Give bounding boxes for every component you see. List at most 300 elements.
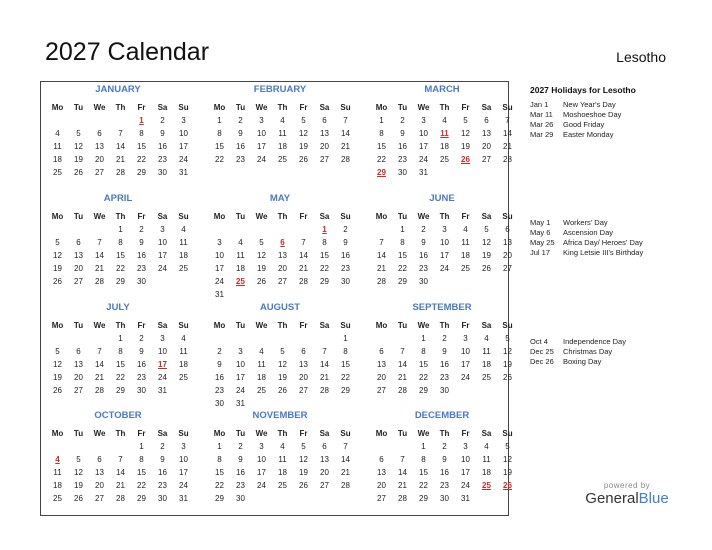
day-cell[interactable]: 2 bbox=[160, 116, 165, 125]
day-cell[interactable]: 11 bbox=[236, 251, 245, 260]
day-cell[interactable]: 11 bbox=[278, 129, 287, 138]
day-cell[interactable]: 2 bbox=[421, 225, 426, 234]
day-cell[interactable]: 5 bbox=[55, 347, 60, 356]
day-cell[interactable]: 28 bbox=[341, 155, 350, 164]
day-cell[interactable]: 26 bbox=[53, 386, 62, 395]
day-cell[interactable]: 29 bbox=[419, 494, 428, 503]
day-cell[interactable]: 12 bbox=[503, 347, 512, 356]
day-cell[interactable]: 23 bbox=[158, 155, 167, 164]
day-cell[interactable]: 18 bbox=[236, 264, 245, 273]
day-cell[interactable]: 12 bbox=[503, 455, 512, 464]
day-cell[interactable]: 6 bbox=[97, 129, 102, 138]
day-cell[interactable]: 14 bbox=[398, 468, 407, 477]
day-cell[interactable]: 18 bbox=[482, 360, 491, 369]
day-cell[interactable]: 15 bbox=[419, 468, 428, 477]
day-cell[interactable]: 22 bbox=[419, 373, 428, 382]
day-cell[interactable]: 15 bbox=[137, 142, 146, 151]
holiday-day[interactable]: 25 bbox=[482, 481, 491, 490]
day-cell[interactable]: 18 bbox=[278, 142, 287, 151]
day-cell[interactable]: 5 bbox=[259, 238, 264, 247]
day-cell[interactable]: 7 bbox=[97, 238, 102, 247]
day-cell[interactable]: 16 bbox=[440, 360, 449, 369]
holiday-day[interactable]: 29 bbox=[377, 168, 386, 177]
day-cell[interactable]: 9 bbox=[442, 455, 447, 464]
day-cell[interactable]: 13 bbox=[74, 251, 83, 260]
day-cell[interactable]: 23 bbox=[398, 155, 407, 164]
day-cell[interactable]: 4 bbox=[280, 442, 285, 451]
day-cell[interactable]: 21 bbox=[341, 142, 350, 151]
day-cell[interactable]: 31 bbox=[215, 290, 224, 299]
day-cell[interactable]: 3 bbox=[160, 225, 165, 234]
day-cell[interactable]: 4 bbox=[484, 334, 489, 343]
day-cell[interactable]: 12 bbox=[299, 129, 308, 138]
day-cell[interactable]: 19 bbox=[503, 468, 512, 477]
day-cell[interactable]: 27 bbox=[95, 494, 104, 503]
day-cell[interactable]: 26 bbox=[257, 277, 266, 286]
day-cell[interactable]: 1 bbox=[343, 334, 348, 343]
day-cell[interactable]: 23 bbox=[341, 264, 350, 273]
day-cell[interactable]: 18 bbox=[179, 251, 188, 260]
day-cell[interactable]: 30 bbox=[341, 277, 350, 286]
day-cell[interactable]: 4 bbox=[259, 347, 264, 356]
day-cell[interactable]: 14 bbox=[320, 360, 329, 369]
day-cell[interactable]: 12 bbox=[482, 238, 491, 247]
day-cell[interactable]: 17 bbox=[440, 251, 449, 260]
day-cell[interactable]: 15 bbox=[215, 142, 224, 151]
day-cell[interactable]: 2 bbox=[160, 442, 165, 451]
day-cell[interactable]: 12 bbox=[278, 360, 287, 369]
day-cell[interactable]: 25 bbox=[482, 373, 491, 382]
day-cell[interactable]: 2 bbox=[238, 116, 243, 125]
day-cell[interactable]: 23 bbox=[137, 373, 146, 382]
day-cell[interactable]: 20 bbox=[320, 142, 329, 151]
day-cell[interactable]: 2 bbox=[343, 225, 348, 234]
day-cell[interactable]: 22 bbox=[137, 481, 146, 490]
day-cell[interactable]: 15 bbox=[398, 251, 407, 260]
day-cell[interactable]: 12 bbox=[74, 468, 83, 477]
day-cell[interactable]: 26 bbox=[53, 277, 62, 286]
day-cell[interactable]: 29 bbox=[215, 494, 224, 503]
day-cell[interactable]: 10 bbox=[215, 251, 224, 260]
day-cell[interactable]: 19 bbox=[74, 155, 83, 164]
day-cell[interactable]: 11 bbox=[278, 455, 287, 464]
day-cell[interactable]: 5 bbox=[505, 442, 510, 451]
day-cell[interactable]: 2 bbox=[139, 334, 144, 343]
day-cell[interactable]: 5 bbox=[280, 347, 285, 356]
day-cell[interactable]: 17 bbox=[158, 251, 167, 260]
day-cell[interactable]: 17 bbox=[257, 142, 266, 151]
day-cell[interactable]: 6 bbox=[301, 347, 306, 356]
day-cell[interactable]: 20 bbox=[320, 468, 329, 477]
day-cell[interactable]: 1 bbox=[400, 225, 405, 234]
day-cell[interactable]: 21 bbox=[95, 373, 104, 382]
day-cell[interactable]: 5 bbox=[484, 225, 489, 234]
day-cell[interactable]: 9 bbox=[400, 129, 405, 138]
day-cell[interactable]: 19 bbox=[278, 373, 287, 382]
day-cell[interactable]: 21 bbox=[377, 264, 386, 273]
day-cell[interactable]: 15 bbox=[215, 468, 224, 477]
day-cell[interactable]: 29 bbox=[320, 277, 329, 286]
day-cell[interactable]: 23 bbox=[440, 373, 449, 382]
day-cell[interactable]: 26 bbox=[299, 155, 308, 164]
day-cell[interactable]: 29 bbox=[398, 277, 407, 286]
day-cell[interactable]: 11 bbox=[461, 238, 470, 247]
day-cell[interactable]: 16 bbox=[158, 468, 167, 477]
day-cell[interactable]: 15 bbox=[116, 360, 125, 369]
day-cell[interactable]: 15 bbox=[341, 360, 350, 369]
day-cell[interactable]: 24 bbox=[440, 264, 449, 273]
day-cell[interactable]: 5 bbox=[301, 442, 306, 451]
day-cell[interactable]: 31 bbox=[236, 399, 245, 408]
day-cell[interactable]: 18 bbox=[278, 468, 287, 477]
day-cell[interactable]: 28 bbox=[116, 494, 125, 503]
day-cell[interactable]: 30 bbox=[137, 386, 146, 395]
holiday-day[interactable]: 26 bbox=[461, 155, 470, 164]
day-cell[interactable]: 14 bbox=[341, 455, 350, 464]
day-cell[interactable]: 28 bbox=[341, 481, 350, 490]
day-cell[interactable]: 22 bbox=[116, 373, 125, 382]
day-cell[interactable]: 23 bbox=[236, 155, 245, 164]
day-cell[interactable]: 22 bbox=[377, 155, 386, 164]
day-cell[interactable]: 9 bbox=[139, 238, 144, 247]
day-cell[interactable]: 12 bbox=[257, 251, 266, 260]
day-cell[interactable]: 25 bbox=[461, 264, 470, 273]
day-cell[interactable]: 9 bbox=[421, 238, 426, 247]
day-cell[interactable]: 7 bbox=[505, 116, 510, 125]
day-cell[interactable]: 27 bbox=[95, 168, 104, 177]
holiday-day[interactable]: 1 bbox=[322, 225, 327, 234]
day-cell[interactable]: 9 bbox=[217, 360, 222, 369]
day-cell[interactable]: 19 bbox=[257, 264, 266, 273]
day-cell[interactable]: 30 bbox=[419, 277, 428, 286]
day-cell[interactable]: 6 bbox=[484, 116, 489, 125]
day-cell[interactable]: 8 bbox=[421, 455, 426, 464]
day-cell[interactable]: 22 bbox=[419, 481, 428, 490]
day-cell[interactable]: 4 bbox=[442, 116, 447, 125]
day-cell[interactable]: 24 bbox=[179, 481, 188, 490]
day-cell[interactable]: 19 bbox=[74, 481, 83, 490]
day-cell[interactable]: 7 bbox=[400, 347, 405, 356]
day-cell[interactable]: 4 bbox=[181, 225, 186, 234]
day-cell[interactable]: 17 bbox=[179, 142, 188, 151]
day-cell[interactable]: 1 bbox=[139, 442, 144, 451]
day-cell[interactable]: 9 bbox=[238, 455, 243, 464]
day-cell[interactable]: 1 bbox=[421, 442, 426, 451]
day-cell[interactable]: 17 bbox=[419, 142, 428, 151]
day-cell[interactable]: 5 bbox=[301, 116, 306, 125]
day-cell[interactable]: 19 bbox=[299, 468, 308, 477]
day-cell[interactable]: 28 bbox=[95, 386, 104, 395]
day-cell[interactable]: 27 bbox=[74, 277, 83, 286]
day-cell[interactable]: 9 bbox=[160, 455, 165, 464]
day-cell[interactable]: 3 bbox=[217, 238, 222, 247]
day-cell[interactable]: 7 bbox=[379, 238, 384, 247]
day-cell[interactable]: 13 bbox=[299, 360, 308, 369]
day-cell[interactable]: 22 bbox=[215, 481, 224, 490]
day-cell[interactable]: 20 bbox=[377, 481, 386, 490]
day-cell[interactable]: 26 bbox=[299, 481, 308, 490]
day-cell[interactable]: 3 bbox=[463, 442, 468, 451]
day-cell[interactable]: 7 bbox=[343, 116, 348, 125]
day-cell[interactable]: 28 bbox=[398, 494, 407, 503]
day-cell[interactable]: 1 bbox=[118, 334, 123, 343]
day-cell[interactable]: 28 bbox=[299, 277, 308, 286]
day-cell[interactable]: 24 bbox=[461, 373, 470, 382]
day-cell[interactable]: 20 bbox=[95, 481, 104, 490]
day-cell[interactable]: 16 bbox=[341, 251, 350, 260]
day-cell[interactable]: 21 bbox=[116, 155, 125, 164]
day-cell[interactable]: 22 bbox=[116, 264, 125, 273]
day-cell[interactable]: 5 bbox=[505, 334, 510, 343]
day-cell[interactable]: 3 bbox=[160, 334, 165, 343]
day-cell[interactable]: 17 bbox=[236, 373, 245, 382]
holiday-day[interactable]: 6 bbox=[280, 238, 285, 247]
day-cell[interactable]: 18 bbox=[257, 373, 266, 382]
day-cell[interactable]: 21 bbox=[95, 264, 104, 273]
day-cell[interactable]: 17 bbox=[215, 264, 224, 273]
day-cell[interactable]: 8 bbox=[217, 129, 222, 138]
day-cell[interactable]: 10 bbox=[257, 129, 266, 138]
day-cell[interactable]: 2 bbox=[238, 442, 243, 451]
day-cell[interactable]: 5 bbox=[463, 116, 468, 125]
day-cell[interactable]: 7 bbox=[118, 129, 123, 138]
day-cell[interactable]: 2 bbox=[217, 347, 222, 356]
day-cell[interactable]: 8 bbox=[379, 129, 384, 138]
day-cell[interactable]: 16 bbox=[158, 142, 167, 151]
day-cell[interactable]: 14 bbox=[398, 360, 407, 369]
day-cell[interactable]: 12 bbox=[53, 251, 62, 260]
day-cell[interactable]: 23 bbox=[158, 481, 167, 490]
day-cell[interactable]: 31 bbox=[179, 168, 188, 177]
day-cell[interactable]: 25 bbox=[179, 373, 188, 382]
day-cell[interactable]: 5 bbox=[76, 455, 81, 464]
day-cell[interactable]: 12 bbox=[299, 455, 308, 464]
day-cell[interactable]: 27 bbox=[74, 386, 83, 395]
day-cell[interactable]: 30 bbox=[158, 494, 167, 503]
day-cell[interactable]: 7 bbox=[301, 238, 306, 247]
day-cell[interactable]: 4 bbox=[238, 238, 243, 247]
day-cell[interactable]: 21 bbox=[341, 468, 350, 477]
day-cell[interactable]: 8 bbox=[322, 238, 327, 247]
day-cell[interactable]: 3 bbox=[421, 116, 426, 125]
day-cell[interactable]: 14 bbox=[116, 142, 125, 151]
day-cell[interactable]: 17 bbox=[461, 468, 470, 477]
day-cell[interactable]: 20 bbox=[299, 373, 308, 382]
day-cell[interactable]: 24 bbox=[257, 155, 266, 164]
day-cell[interactable]: 16 bbox=[419, 251, 428, 260]
day-cell[interactable]: 24 bbox=[257, 481, 266, 490]
day-cell[interactable]: 20 bbox=[278, 264, 287, 273]
day-cell[interactable]: 30 bbox=[440, 386, 449, 395]
day-cell[interactable]: 13 bbox=[482, 129, 491, 138]
day-cell[interactable]: 8 bbox=[118, 347, 123, 356]
day-cell[interactable]: 31 bbox=[179, 494, 188, 503]
day-cell[interactable]: 1 bbox=[421, 334, 426, 343]
day-cell[interactable]: 16 bbox=[236, 142, 245, 151]
day-cell[interactable]: 2 bbox=[442, 442, 447, 451]
day-cell[interactable]: 12 bbox=[53, 360, 62, 369]
day-cell[interactable]: 14 bbox=[341, 129, 350, 138]
day-cell[interactable]: 3 bbox=[181, 442, 186, 451]
day-cell[interactable]: 16 bbox=[137, 251, 146, 260]
day-cell[interactable]: 4 bbox=[181, 334, 186, 343]
day-cell[interactable]: 23 bbox=[236, 481, 245, 490]
day-cell[interactable]: 4 bbox=[484, 442, 489, 451]
day-cell[interactable]: 27 bbox=[278, 277, 287, 286]
day-cell[interactable]: 6 bbox=[76, 347, 81, 356]
day-cell[interactable]: 17 bbox=[179, 468, 188, 477]
day-cell[interactable]: 13 bbox=[74, 360, 83, 369]
day-cell[interactable]: 24 bbox=[461, 481, 470, 490]
day-cell[interactable]: 22 bbox=[137, 155, 146, 164]
day-cell[interactable]: 14 bbox=[95, 251, 104, 260]
day-cell[interactable]: 13 bbox=[320, 455, 329, 464]
day-cell[interactable]: 30 bbox=[215, 399, 224, 408]
day-cell[interactable]: 10 bbox=[419, 129, 428, 138]
day-cell[interactable]: 8 bbox=[118, 238, 123, 247]
day-cell[interactable]: 20 bbox=[74, 264, 83, 273]
day-cell[interactable]: 26 bbox=[74, 494, 83, 503]
day-cell[interactable]: 11 bbox=[257, 360, 266, 369]
day-cell[interactable]: 8 bbox=[217, 455, 222, 464]
day-cell[interactable]: 19 bbox=[299, 142, 308, 151]
day-cell[interactable]: 30 bbox=[440, 494, 449, 503]
day-cell[interactable]: 27 bbox=[377, 386, 386, 395]
day-cell[interactable]: 9 bbox=[343, 238, 348, 247]
day-cell[interactable]: 8 bbox=[400, 238, 405, 247]
day-cell[interactable]: 7 bbox=[343, 442, 348, 451]
day-cell[interactable]: 15 bbox=[377, 142, 386, 151]
day-cell[interactable]: 1 bbox=[217, 442, 222, 451]
day-cell[interactable]: 21 bbox=[398, 481, 407, 490]
day-cell[interactable]: 9 bbox=[442, 347, 447, 356]
day-cell[interactable]: 27 bbox=[482, 155, 491, 164]
day-cell[interactable]: 3 bbox=[259, 442, 264, 451]
brand-logo[interactable] bbox=[584, 481, 670, 507]
day-cell[interactable]: 25 bbox=[179, 264, 188, 273]
day-cell[interactable]: 19 bbox=[503, 360, 512, 369]
day-cell[interactable]: 25 bbox=[53, 168, 62, 177]
day-cell[interactable]: 30 bbox=[158, 168, 167, 177]
day-cell[interactable]: 8 bbox=[343, 347, 348, 356]
day-cell[interactable]: 13 bbox=[278, 251, 287, 260]
day-cell[interactable]: 11 bbox=[482, 347, 491, 356]
day-cell[interactable]: 28 bbox=[95, 277, 104, 286]
day-cell[interactable]: 3 bbox=[463, 334, 468, 343]
day-cell[interactable]: 23 bbox=[440, 481, 449, 490]
day-cell[interactable]: 25 bbox=[278, 481, 287, 490]
day-cell[interactable]: 25 bbox=[440, 155, 449, 164]
day-cell[interactable]: 20 bbox=[74, 373, 83, 382]
day-cell[interactable]: 3 bbox=[259, 116, 264, 125]
day-cell[interactable]: 25 bbox=[257, 386, 266, 395]
day-cell[interactable]: 29 bbox=[116, 386, 125, 395]
day-cell[interactable]: 13 bbox=[377, 360, 386, 369]
day-cell[interactable]: 22 bbox=[320, 264, 329, 273]
day-cell[interactable]: 31 bbox=[419, 168, 428, 177]
day-cell[interactable]: 8 bbox=[139, 455, 144, 464]
day-cell[interactable]: 10 bbox=[179, 455, 188, 464]
day-cell[interactable]: 13 bbox=[95, 142, 104, 151]
day-cell[interactable]: 26 bbox=[503, 373, 512, 382]
day-cell[interactable]: 29 bbox=[137, 168, 146, 177]
day-cell[interactable]: 1 bbox=[379, 116, 384, 125]
day-cell[interactable]: 24 bbox=[419, 155, 428, 164]
holiday-day[interactable]: 25 bbox=[236, 277, 245, 286]
day-cell[interactable]: 29 bbox=[116, 277, 125, 286]
day-cell[interactable]: 27 bbox=[503, 264, 512, 273]
day-cell[interactable]: 31 bbox=[461, 494, 470, 503]
day-cell[interactable]: 7 bbox=[322, 347, 327, 356]
day-cell[interactable]: 15 bbox=[137, 468, 146, 477]
day-cell[interactable]: 29 bbox=[137, 494, 146, 503]
day-cell[interactable]: 18 bbox=[179, 360, 188, 369]
day-cell[interactable]: 22 bbox=[341, 373, 350, 382]
day-cell[interactable]: 27 bbox=[320, 481, 329, 490]
day-cell[interactable]: 25 bbox=[53, 494, 62, 503]
day-cell[interactable]: 10 bbox=[236, 360, 245, 369]
day-cell[interactable]: 10 bbox=[257, 455, 266, 464]
day-cell[interactable]: 9 bbox=[238, 129, 243, 138]
day-cell[interactable]: 21 bbox=[503, 142, 512, 151]
day-cell[interactable]: 20 bbox=[482, 142, 491, 151]
holiday-day[interactable]: 17 bbox=[158, 360, 167, 369]
day-cell[interactable]: 15 bbox=[320, 251, 329, 260]
holiday-day[interactable]: 4 bbox=[55, 455, 60, 464]
day-cell[interactable]: 30 bbox=[398, 168, 407, 177]
day-cell[interactable]: 26 bbox=[482, 264, 491, 273]
day-cell[interactable]: 4 bbox=[463, 225, 468, 234]
day-cell[interactable]: 19 bbox=[53, 373, 62, 382]
day-cell[interactable]: 5 bbox=[76, 129, 81, 138]
day-cell[interactable]: 24 bbox=[179, 155, 188, 164]
day-cell[interactable]: 6 bbox=[379, 455, 384, 464]
day-cell[interactable]: 30 bbox=[137, 277, 146, 286]
day-cell[interactable]: 27 bbox=[377, 494, 386, 503]
day-cell[interactable]: 10 bbox=[158, 238, 167, 247]
day-cell[interactable]: 11 bbox=[53, 468, 62, 477]
day-cell[interactable]: 26 bbox=[74, 168, 83, 177]
day-cell[interactable]: 15 bbox=[419, 360, 428, 369]
day-cell[interactable]: 23 bbox=[215, 386, 224, 395]
day-cell[interactable]: 17 bbox=[257, 468, 266, 477]
day-cell[interactable]: 5 bbox=[55, 238, 60, 247]
day-cell[interactable]: 6 bbox=[322, 116, 327, 125]
day-cell[interactable]: 31 bbox=[158, 386, 167, 395]
day-cell[interactable]: 24 bbox=[236, 386, 245, 395]
day-cell[interactable]: 1 bbox=[217, 116, 222, 125]
day-cell[interactable]: 10 bbox=[461, 347, 470, 356]
day-cell[interactable]: 23 bbox=[137, 264, 146, 273]
day-cell[interactable]: 10 bbox=[440, 238, 449, 247]
day-cell[interactable]: 3 bbox=[181, 116, 186, 125]
day-cell[interactable]: 14 bbox=[116, 468, 125, 477]
day-cell[interactable]: 28 bbox=[320, 386, 329, 395]
day-cell[interactable]: 1 bbox=[118, 225, 123, 234]
holiday-day[interactable]: 1 bbox=[139, 116, 144, 125]
day-cell[interactable]: 11 bbox=[179, 238, 188, 247]
day-cell[interactable]: 4 bbox=[280, 116, 285, 125]
day-cell[interactable]: 7 bbox=[118, 455, 123, 464]
day-cell[interactable]: 22 bbox=[398, 264, 407, 273]
day-cell[interactable]: 14 bbox=[299, 251, 308, 260]
day-cell[interactable]: 17 bbox=[461, 360, 470, 369]
day-cell[interactable]: 21 bbox=[398, 373, 407, 382]
day-cell[interactable]: 28 bbox=[377, 277, 386, 286]
day-cell[interactable]: 28 bbox=[503, 155, 512, 164]
day-cell[interactable]: 6 bbox=[97, 455, 102, 464]
day-cell[interactable]: 8 bbox=[421, 347, 426, 356]
